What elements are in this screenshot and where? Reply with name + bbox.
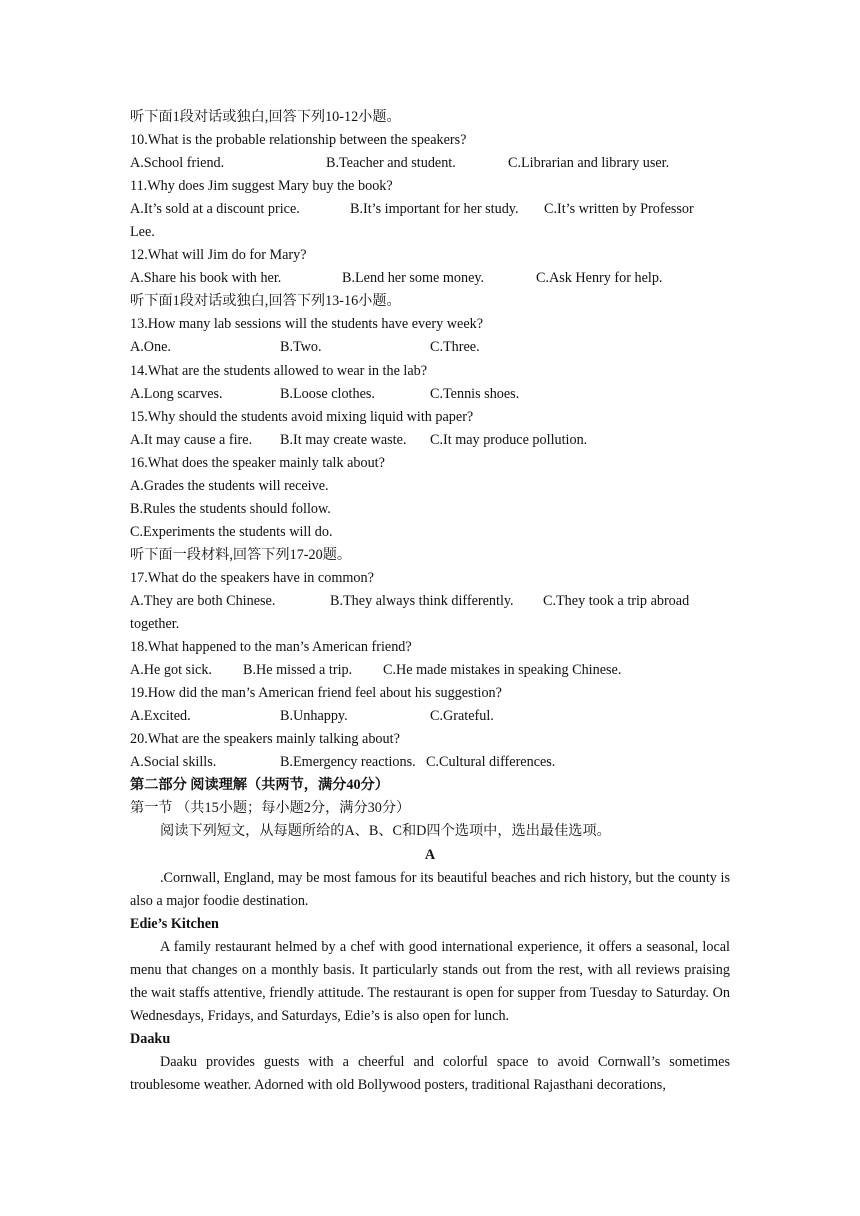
reading-section-title: 第一节 （共15小题；每小题2分，满分30分） xyxy=(130,800,411,817)
option-c: C.Tennis shoes. xyxy=(430,385,520,402)
option-c: C.It’s written by Professor xyxy=(544,201,694,218)
option-b: B.It may create waste. xyxy=(280,431,407,448)
question-18-options xyxy=(130,659,730,682)
question-20-options xyxy=(130,751,730,774)
question-11-option-c-continued: Lee. xyxy=(130,224,155,241)
question-16-option-a: A.Grades the students will receive. xyxy=(130,477,329,494)
option-a: A.One. xyxy=(130,339,171,356)
option-a: A.It’s sold at a discount price. xyxy=(130,201,300,218)
option-b: B.Two. xyxy=(280,339,322,356)
question-14-options xyxy=(130,383,730,406)
question-20-stem: 20.What are the speakers mainly talking about? xyxy=(130,731,400,748)
exam-page xyxy=(130,106,730,1097)
option-b: B.It’s important for her study. xyxy=(350,201,519,218)
question-17-option-c-continued: together. xyxy=(130,616,180,633)
option-a: A.School friend. xyxy=(130,155,225,172)
reading-instruction: 阅读下列短文，从每题所给的A、B、C和D四个选项中，选出最佳选项。 xyxy=(160,823,611,840)
question-14-stem: 14.What are the students allowed to wear in the lab? xyxy=(130,362,428,379)
question-13-stem: 13.How many lab sessions will the students have every week? xyxy=(130,316,484,333)
question-12-stem: 12.What will Jim do for Mary? xyxy=(130,247,307,264)
heading-edies-kitchen: Edie’s Kitchen xyxy=(130,915,219,932)
question-13-options xyxy=(130,336,730,359)
option-c: C.Three. xyxy=(430,339,480,356)
option-a: A.Long scarves. xyxy=(130,385,223,402)
question-18-stem: 18.What happened to the man’s American friend? xyxy=(130,639,412,656)
question-12-options xyxy=(130,267,730,290)
option-a: A.He got sick. xyxy=(130,662,212,679)
option-c: C.Ask Henry for help. xyxy=(536,270,663,287)
option-b: B.He missed a trip. xyxy=(243,662,353,679)
question-19-stem: 19.How did the man’s American friend feel about his suggestion? xyxy=(130,685,502,702)
option-a: A.Social skills. xyxy=(130,754,217,771)
option-c: C.Cultural differences. xyxy=(426,754,556,771)
question-10-options xyxy=(130,152,730,175)
question-19-options xyxy=(130,705,730,728)
question-17-options xyxy=(130,590,730,613)
question-16-option-c: C.Experiments the students will do. xyxy=(130,523,333,540)
reading-part-title: 第二部分 阅读理解（共两节，满分40分） xyxy=(130,777,389,794)
option-c: C.Grateful. xyxy=(430,708,494,725)
passage-intro: .Cornwall, England, may be most famous for its beautiful beaches and rich history, but the county is also a major foodie destination. xyxy=(130,869,730,909)
option-c: C.They took a trip abroad xyxy=(543,592,690,609)
option-a: A.Share his book with her. xyxy=(130,270,282,287)
option-b: B.Lend her some money. xyxy=(342,270,485,287)
option-c: C.Librarian and library user. xyxy=(508,155,670,172)
paragraph-edies-kitchen: A family restaurant helmed by a chef with good international experience, it offers a seasonal, local menu that changes on a monthly basis. It particularly stands out from the rest, with all reviews praising the wait staffs attentive, friendly attitude. The restaurant is open for supper from Tuesday to Saturday. On Wednesdays, Fridays, and Saturdays, Edie’s is also open for lunch. xyxy=(130,938,730,1024)
paragraph-daaku: Daaku provides guests with a cheerful and colorful space to avoid Cornwall’s sometimes troublesome weather. Adorned with old Bollywood posters, traditional Rajasthani decorations, xyxy=(130,1053,730,1093)
question-11-options xyxy=(130,198,730,221)
option-c: C.It may produce pollution. xyxy=(430,431,588,448)
option-c: C.He made mistakes in speaking Chinese. xyxy=(383,662,622,679)
heading-daaku: Daaku xyxy=(130,1030,171,1047)
option-b: B.Emergency reactions. xyxy=(280,754,416,771)
question-16-option-b: B.Rules the students should follow. xyxy=(130,500,331,517)
option-b: B.Unhappy. xyxy=(280,708,348,725)
question-15-options xyxy=(130,429,730,452)
option-a: A.Excited. xyxy=(130,708,191,725)
listening-instruction-17-20: 听下面一段材料,回答下列17-20题。 xyxy=(130,546,352,563)
passage-label: A xyxy=(424,846,436,863)
question-16-stem: 16.What does the speaker mainly talk about? xyxy=(130,454,385,471)
option-a: A.It may cause a fire. xyxy=(130,431,253,448)
option-b: B.They always think differently. xyxy=(330,592,514,609)
option-b: B.Teacher and student. xyxy=(326,155,456,172)
question-11-stem: 11.Why does Jim suggest Mary buy the book? xyxy=(130,178,393,195)
question-17-stem: 17.What do the speakers have in common? xyxy=(130,569,374,586)
listening-instruction-13-16: 听下面1段对话或独白,回答下列13-16小题。 xyxy=(130,293,401,310)
option-b: B.Loose clothes. xyxy=(280,385,375,402)
listening-instruction-10-12: 听下面1段对话或独白,回答下列10-12小题。 xyxy=(130,109,401,125)
option-a: A.They are both Chinese. xyxy=(130,592,276,609)
question-15-stem: 15.Why should the students avoid mixing liquid with paper? xyxy=(130,408,474,425)
question-10-stem: 10.What is the probable relationship between the speakers? xyxy=(130,132,467,149)
